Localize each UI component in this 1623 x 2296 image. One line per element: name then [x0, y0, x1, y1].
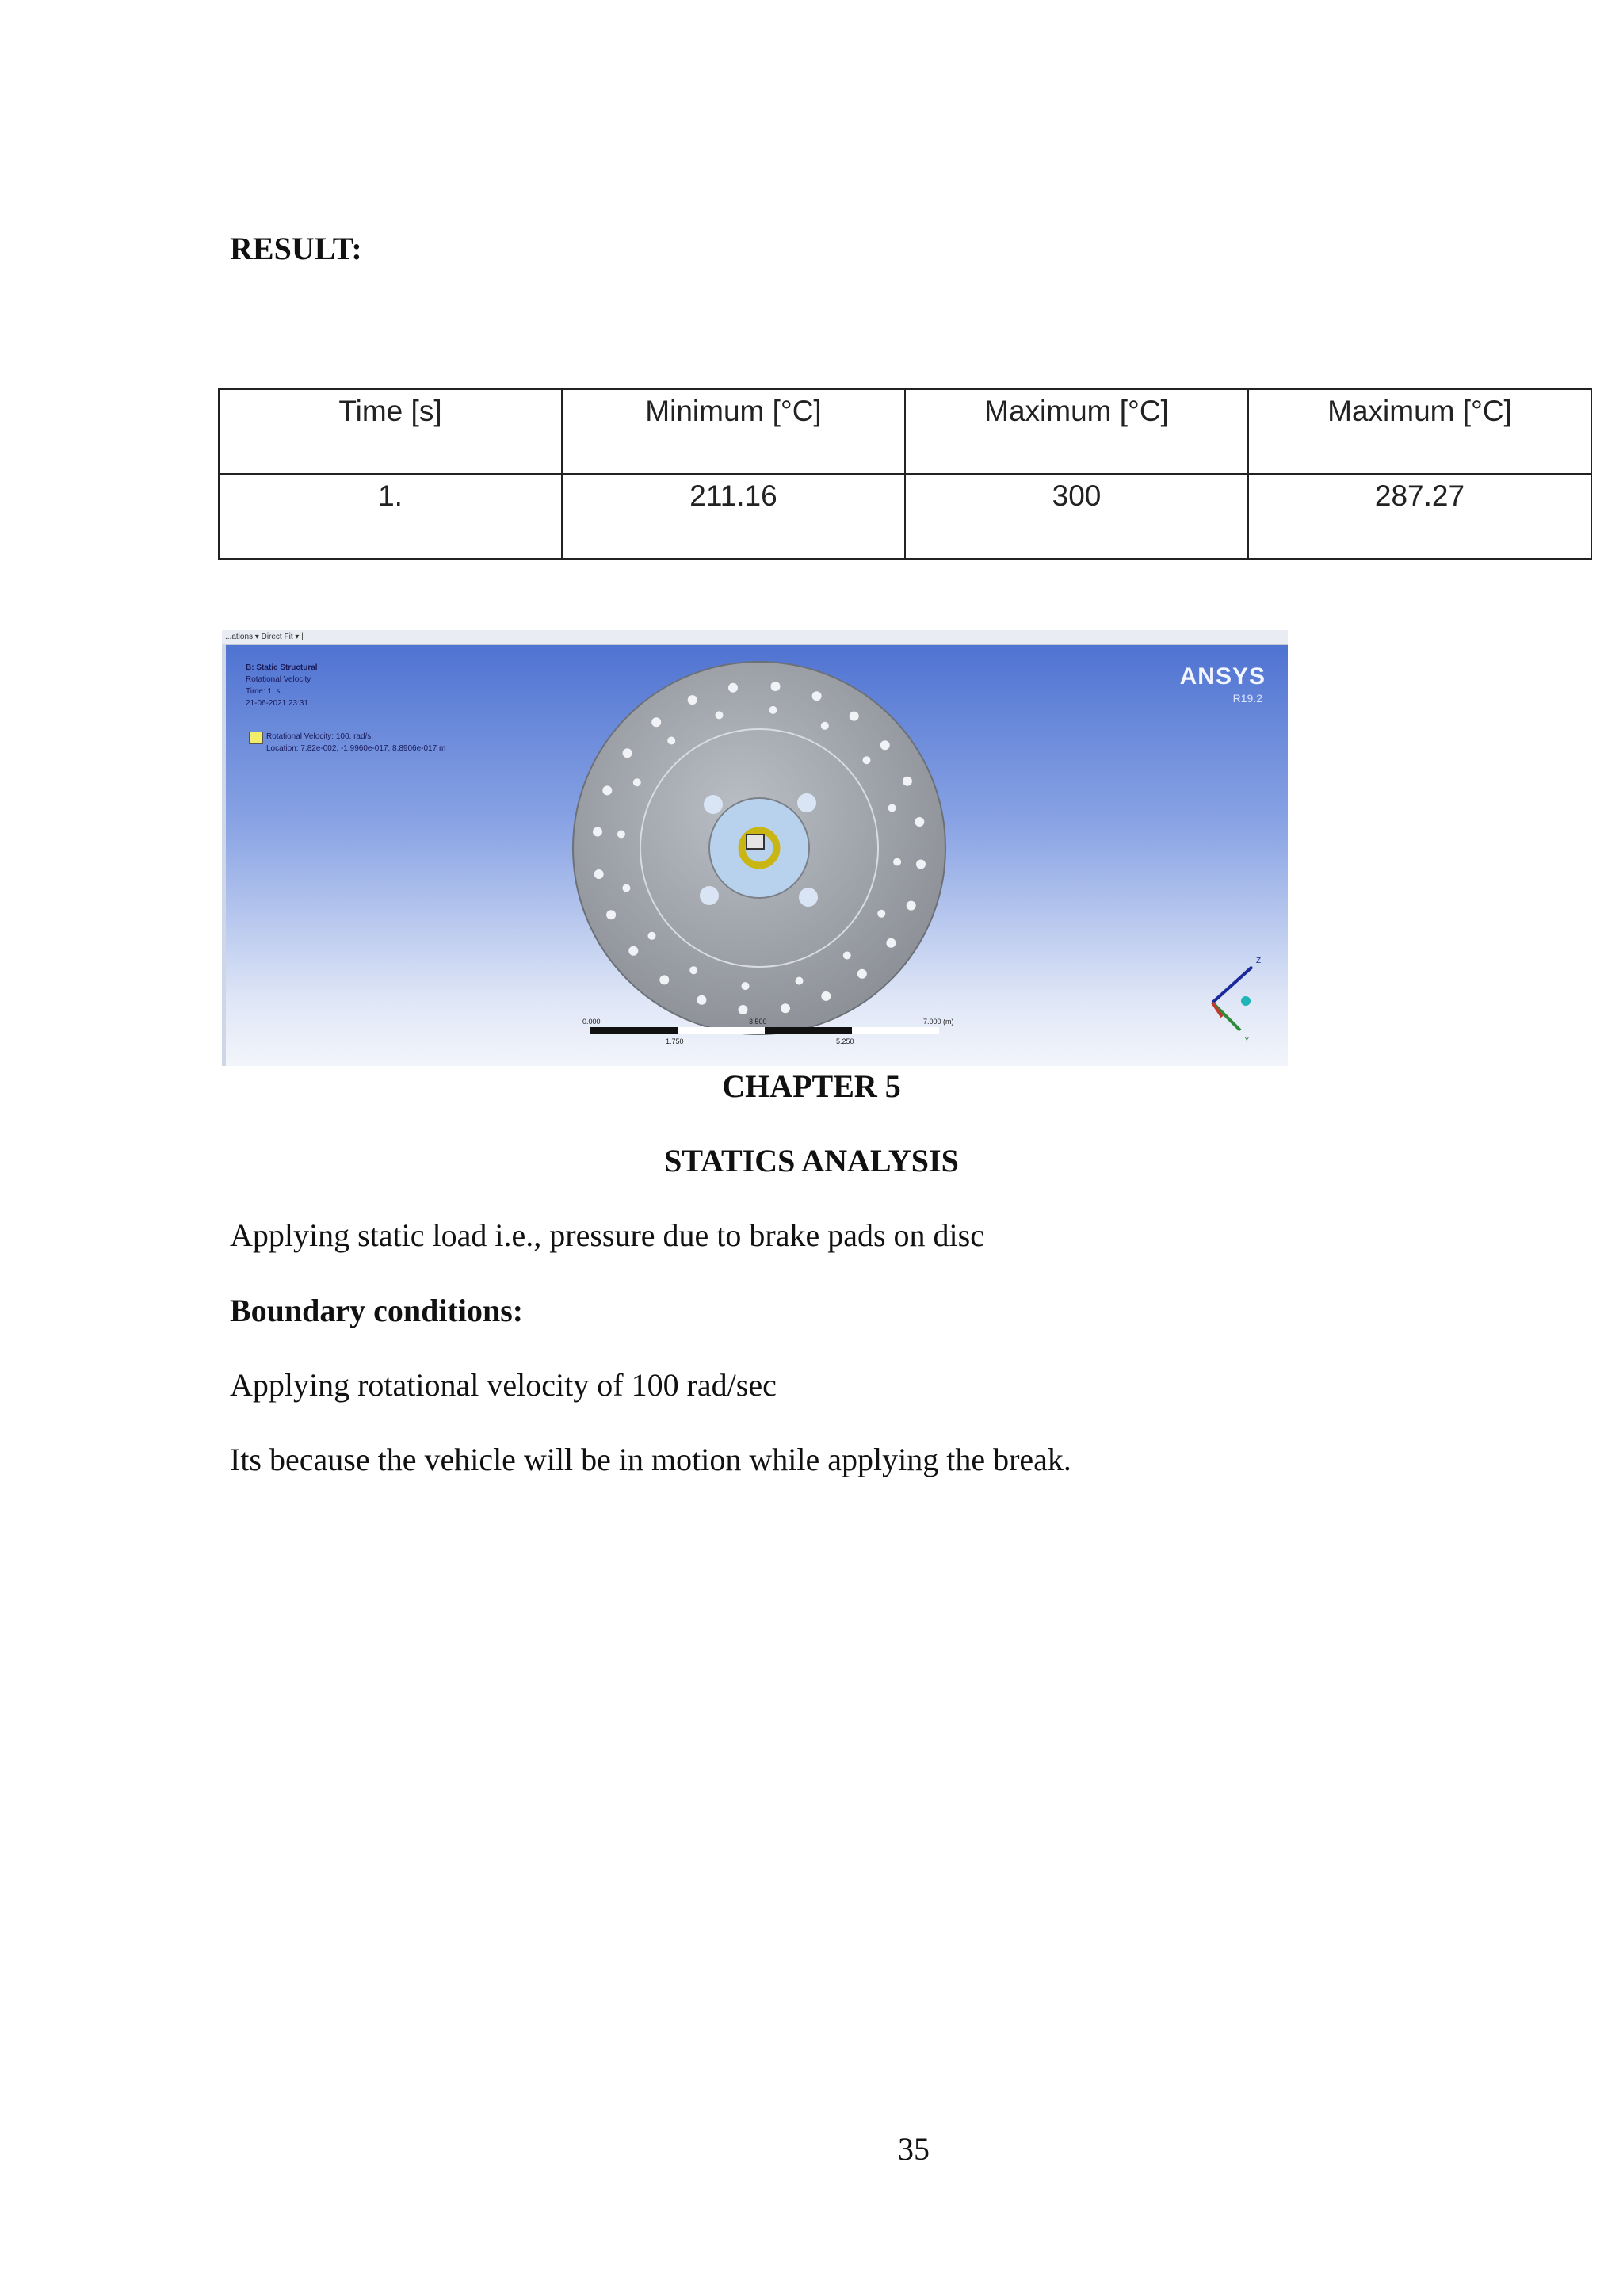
vent-hole — [728, 683, 738, 693]
section-title: STATICS ANALYSIS — [664, 1143, 959, 1179]
bolt-hole — [704, 795, 723, 814]
legend-subtitle: Rotational Velocity — [246, 675, 311, 684]
chapter-title: CHAPTER 5 — [722, 1068, 901, 1104]
table-header-cell: Time [s] — [219, 389, 562, 474]
vent-hole — [689, 966, 697, 974]
vent-hole — [796, 977, 804, 985]
boundary-conditions-heading: Boundary conditions: — [230, 1293, 524, 1328]
vent-hole — [606, 910, 616, 919]
table-header-cell: Maximum [°C] — [905, 389, 1248, 474]
vent-hole — [781, 1003, 790, 1013]
table-header-cell: Maximum [°C] — [1248, 389, 1591, 474]
legend-item: Rotational Velocity: 100. rad/s — [266, 732, 372, 741]
paragraph-static-load: Applying static load i.e., pressure due to brake pads on disc — [230, 1217, 984, 1253]
vent-hole — [617, 831, 625, 839]
vent-hole — [667, 737, 675, 745]
vent-hole — [888, 804, 896, 812]
vent-hole — [880, 740, 890, 750]
vent-hole — [771, 682, 781, 691]
vent-hole — [633, 778, 641, 786]
vent-hole — [593, 827, 602, 837]
vent-hole — [742, 982, 750, 990]
bolt-hole — [700, 886, 719, 905]
result-table — [218, 388, 1592, 560]
legend-location: Location: 7.82e-002, -1.9960e-017, 8.8906e-017 m — [266, 744, 446, 753]
vent-hole — [893, 858, 901, 866]
table-header-cell: Minimum [°C] — [562, 389, 905, 474]
table-cell: 211.16 — [562, 474, 905, 559]
vent-hole — [907, 901, 916, 911]
table-header-row — [219, 389, 1591, 474]
rotation-icon — [747, 835, 764, 849]
vent-hole — [915, 817, 924, 827]
axis-triad-icon — [1212, 957, 1261, 1045]
table-cell: 1. — [219, 474, 562, 559]
vent-hole — [628, 946, 638, 956]
axis-label-y: Y — [1244, 1036, 1250, 1045]
vent-hole — [739, 1005, 748, 1014]
table-cell: 287.27 — [1248, 474, 1591, 559]
scale-label: 1.750 — [666, 1037, 684, 1045]
bolt-hole — [799, 888, 818, 907]
vent-hole — [659, 975, 669, 984]
vent-hole — [716, 711, 724, 719]
vent-hole — [863, 756, 871, 764]
scale-label: 3.500 — [749, 1018, 767, 1026]
scale-bar-segment — [852, 1027, 939, 1034]
vent-hole — [812, 691, 822, 701]
vent-hole — [651, 717, 661, 727]
vent-hole — [602, 785, 612, 795]
vent-hole — [843, 952, 851, 960]
vent-hole — [903, 777, 912, 786]
page-number: 35 — [898, 2131, 930, 2167]
vent-hole — [886, 938, 896, 948]
vent-hole — [623, 748, 632, 758]
legend-swatch — [249, 732, 263, 744]
scale-label: 0.000 — [582, 1018, 601, 1026]
sim-toolbar: ...ations ▾ Direct Fit ▾ | — [222, 630, 1288, 645]
scale-bar-segment — [678, 1027, 765, 1034]
vent-hole — [916, 860, 926, 869]
axis-label-z: Z — [1256, 957, 1262, 965]
vent-hole — [877, 910, 885, 918]
legend-date: 21-06-2021 23:31 — [246, 699, 308, 708]
brake-disc-model — [222, 630, 1288, 1066]
vent-hole — [821, 991, 831, 1001]
vent-hole — [622, 884, 630, 892]
vent-hole — [594, 869, 604, 879]
vent-hole — [769, 706, 777, 714]
scale-bar-segment — [765, 1027, 852, 1034]
scale-bar-segment — [590, 1027, 678, 1034]
table-row — [219, 474, 1591, 559]
ansys-version: R19.2 — [1232, 692, 1262, 705]
ansys-logo: ANSYS — [1179, 663, 1266, 690]
bolt-hole — [797, 793, 816, 812]
table-cell: 300 — [905, 474, 1248, 559]
legend-title: B: Static Structural — [246, 663, 318, 672]
vent-hole — [850, 712, 859, 721]
simulation-screenshot — [222, 630, 1288, 1066]
vent-hole — [857, 969, 867, 979]
vent-hole — [688, 695, 697, 705]
vent-hole — [697, 995, 706, 1005]
paragraph-motion: Its because the vehicle will be in motion while applying the break. — [230, 1442, 1071, 1477]
paragraph-rotational-velocity: Applying rotational velocity of 100 rad/sec — [230, 1367, 777, 1403]
scale-label: 5.250 — [836, 1037, 854, 1045]
legend-time: Time: 1. s — [246, 687, 281, 696]
result-heading: RESULT: — [230, 231, 362, 266]
scale-label: 7.000 (m) — [923, 1018, 954, 1026]
vent-hole — [648, 932, 656, 940]
vent-hole — [821, 722, 829, 730]
